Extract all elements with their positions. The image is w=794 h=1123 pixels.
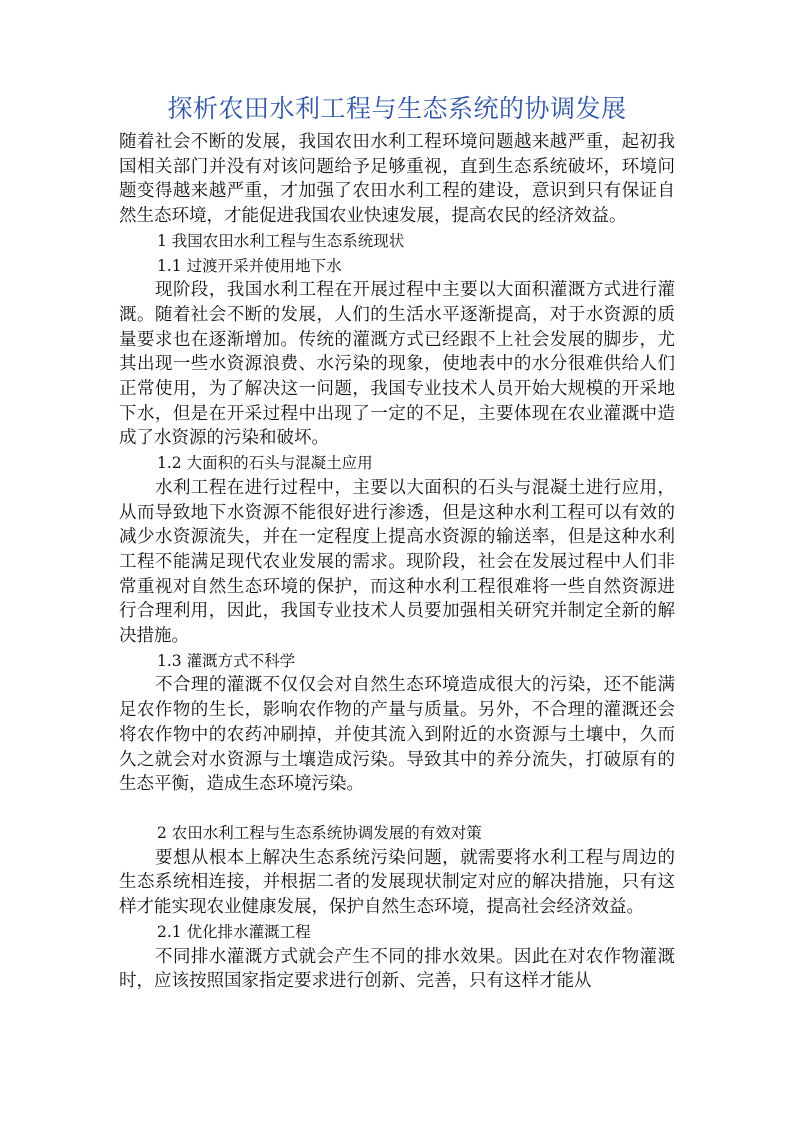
section-1-3-paragraph: 不合理的灌溉不仅仅会对自然生态环境造成很大的污染，还不能满足农作物的生长，影响农作物的产量与质量。另外，不合理的灌溉还会将农作物中的农药冲刷掉，并使其流入到附近的水资源与土壤中，久而久之就会对水资源与土壤造成污染。导致其中的养分流失，打破原有的生态平衡，造成生态环境污染。 (119, 675, 675, 795)
section-2-heading: 2 农田水利工程与生态系统协调发展的有效对策 (157, 823, 482, 842)
blank-line (119, 797, 675, 821)
document-body (119, 130, 675, 994)
section-1-3-heading: 1.3 灌溉方式不科学 (157, 651, 296, 670)
section-2-1-heading: 2.1 优化排水灌溉工程 (157, 922, 311, 941)
section-2-paragraph: 要想从根本上解决生态系统污染问题，就需要将水利工程与周边的生态系统相连接，并根据二者的发展现状制定对应的解决措施，只有这样才能实现农业健康发展，保护自然生态环境，提高社会经济效益。 (119, 847, 675, 918)
section-1-heading: 1 我国农田水利工程与生态系统现状 (157, 231, 405, 250)
intro-paragraph: 随着社会不断的发展，我国农田水利工程环境问题越来越严重，起初我国相关部门并没有对该问题给予足够重视，直到生态系统破坏，环境问题变得越来越严重，才加强了农田水利工程的建设，意识到只有保证自然生态环境，才能促进我国农业快速发展，提高农民的经济效益。 (119, 132, 675, 227)
section-1-2-heading: 1.2 大面积的石头与混凝土应用 (157, 454, 373, 473)
section-2-1-paragraph: 不同排水灌溉方式就会产生不同的排水效果。因此在对农作物灌溉时，应该按照国家指定要求进行创新、完善，只有这样才能从 (119, 946, 675, 992)
document-title: 探析农田水利工程与生态系统的协调发展 (167, 94, 627, 123)
section-1-1-paragraph: 现阶段，我国水利工程在开展过程中主要以大面积灌溉方式进行灌溉。随着社会不断的发展，人们的生活水平逐渐提高，对于水资源的质量要求也在逐渐增加。传统的灌溉方式已经跟不上社会发展的脚步，尤其出现一些水资源浪费、水污染的现象，使地表中的水分很难供给人们正常使用，为了解决这一问题，我国专业技术人员开始大规模的开采地下水，但是在开采过程中出现了一定的不足，主要体现在农业灌溉中造成了水资源的污染和破坏。 (119, 280, 675, 449)
section-1-2-paragraph: 水利工程在进行过程中，主要以大面积的石头与混凝土进行应用，从而导致地下水资源不能很好进行渗透，但是这种水利工程可以有效的减少水资源流失，并在一定程度上提高水资源的输送率，但是这种水利工程不能满足现代农业发展的需求。现阶段，社会在发展过程中人们非常重视对自然生态环境的保护，而这种水利工程很难将一些自然资源进行合理利用，因此，我国专业技术人员要加强相关研究并制定全新的解决措施。 (119, 477, 675, 647)
section-1-1-heading: 1.1 过渡开采并使用地下水 (157, 256, 342, 275)
